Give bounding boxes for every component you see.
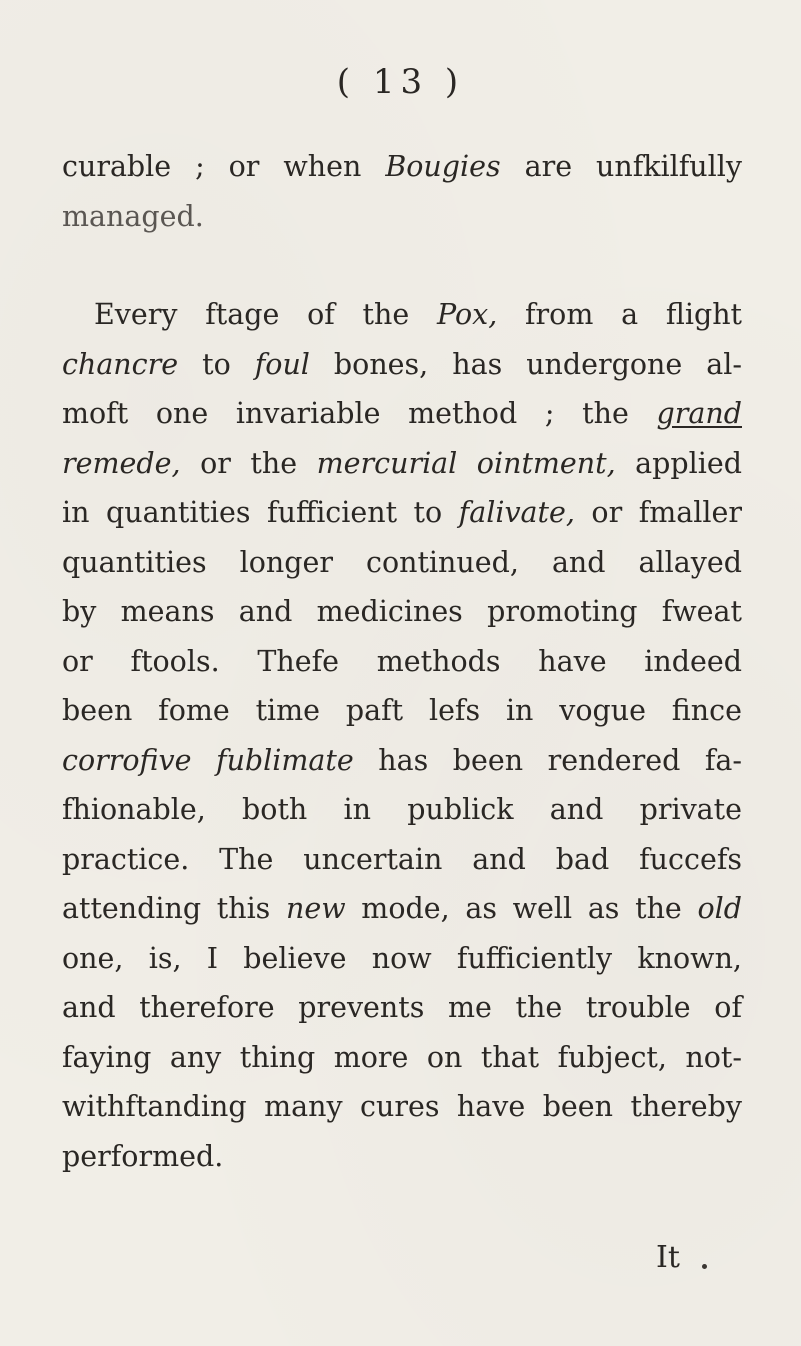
text-line — [62, 983, 742, 1033]
text-line — [62, 587, 742, 637]
text-line — [62, 192, 742, 242]
italic-text: old — [697, 892, 743, 925]
italic-text: corrofive fublimate — [62, 743, 354, 777]
text-run: and therefore prevents me the trouble of — [62, 991, 742, 1024]
text-run: withftanding many cures have been thereby — [62, 1090, 742, 1123]
text-run: to — [178, 347, 255, 381]
text-line — [62, 439, 742, 489]
italic-text: chancre — [62, 347, 179, 381]
page-number: ( 13 ) — [336, 62, 465, 102]
text-run: practice. The uncertain and bad fuccefs — [62, 842, 742, 876]
text-run: Every ftage of the — [94, 298, 437, 331]
text-line — [62, 340, 742, 390]
text-run: has been rendered fa- — [353, 743, 743, 777]
text-line — [62, 637, 742, 687]
text-run: performed. — [62, 1139, 224, 1173]
text-run: curable ; or when — [62, 150, 386, 183]
text-line — [62, 835, 742, 885]
italic-text: Pox, — [436, 298, 498, 331]
paragraph-1 — [62, 142, 742, 241]
text-line — [62, 142, 742, 192]
text-run: from a flight — [497, 298, 743, 331]
text-line — [62, 934, 742, 984]
text-line — [62, 884, 742, 934]
catchword: It — [656, 1240, 680, 1275]
text-run: bones, has undergone al- — [309, 347, 742, 381]
text-line — [62, 290, 742, 340]
italic-text: falivate, — [458, 496, 575, 529]
text-line — [62, 1082, 742, 1132]
italic-text: mercurial ointment, — [316, 446, 616, 480]
text-run: or the — [180, 446, 317, 480]
text-run: fhionable, both in publick and private — [62, 793, 742, 826]
text-line — [62, 1033, 742, 1083]
text-run: by means and medicines promoting fweat — [62, 595, 742, 628]
text-run: mode, as well as the — [345, 892, 698, 925]
italic-text: Bougies — [385, 150, 501, 183]
text-line — [62, 686, 742, 736]
text-line — [62, 488, 742, 538]
text-run: moft one invariable method ; the — [62, 397, 657, 430]
text-run: attending this — [62, 892, 286, 925]
italic-text: grand — [656, 397, 742, 430]
text-line — [62, 389, 742, 439]
text-run: faying any thing more on that fubject, not- — [62, 1040, 742, 1074]
italic-text: remede, — [62, 446, 181, 480]
text-line — [62, 538, 742, 588]
ink-speck — [702, 1264, 707, 1269]
text-run: one, is, I believe now fufficiently known, — [62, 941, 742, 975]
text-run: are unfkilfully — [500, 150, 742, 183]
text-run: managed. — [62, 199, 204, 233]
text-line — [62, 785, 742, 835]
text-run: applied — [615, 446, 743, 480]
text-run: or fmaller — [574, 496, 742, 529]
italic-text: new — [286, 892, 346, 925]
italic-text: foul — [254, 347, 310, 381]
text-run: in quantities fufficient to — [62, 496, 459, 529]
text-line — [62, 1132, 742, 1182]
paragraph-2 — [62, 290, 742, 1181]
text-run: quantities longer continued, and allayed — [62, 545, 742, 579]
text-run: or ftools. Thefe methods have indeed — [62, 644, 742, 678]
text-run: been fome time paft lefs in vogue fince — [62, 694, 742, 727]
text-line — [62, 736, 742, 786]
